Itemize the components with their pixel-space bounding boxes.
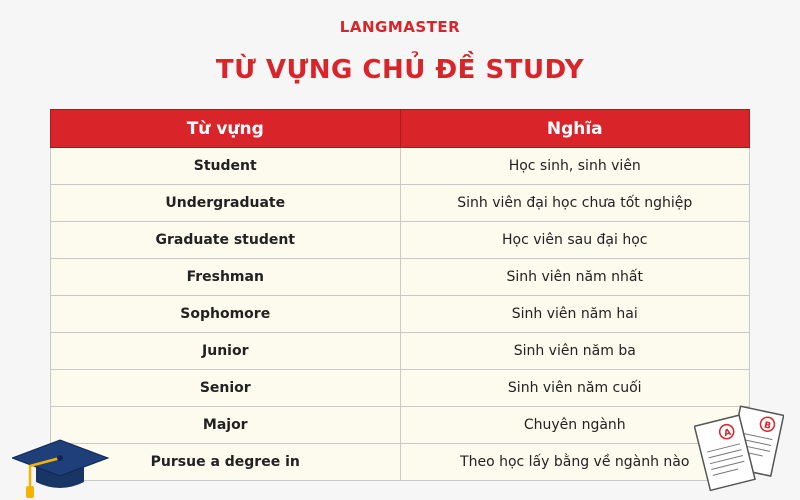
vocabulary-table xyxy=(50,109,750,481)
table-row xyxy=(51,444,750,481)
term-cell: Freshman xyxy=(51,259,401,296)
term-cell: Student xyxy=(51,148,401,185)
term-cell: Undergraduate xyxy=(51,185,401,222)
meaning-cell: Sinh viên năm ba xyxy=(400,333,750,370)
table-header-row xyxy=(51,110,750,148)
column-header-meaning: Nghĩa xyxy=(400,110,750,148)
term-cell: Major xyxy=(51,407,401,444)
meaning-cell: Theo học lấy bằng về ngành nào xyxy=(400,444,750,481)
meaning-cell: Sinh viên năm hai xyxy=(400,296,750,333)
meaning-cell: Học sinh, sinh viên xyxy=(400,148,750,185)
term-cell: Pursue a degree in xyxy=(51,444,401,481)
page-title: TỪ VỰNG CHỦ ĐỀ STUDY xyxy=(215,55,585,85)
grade-a-mark: A xyxy=(723,427,733,440)
term-cell: Junior xyxy=(51,333,401,370)
table-row xyxy=(51,333,750,370)
term-cell: Senior xyxy=(51,370,401,407)
table-row xyxy=(51,407,750,444)
graduation-cap-icon xyxy=(12,436,112,500)
meaning-cell: Sinh viên đại học chưa tốt nghiệp xyxy=(400,185,750,222)
table-row xyxy=(51,259,750,296)
table-row xyxy=(51,185,750,222)
table-row xyxy=(51,296,750,333)
graded-test-papers-icon xyxy=(694,404,784,496)
table-row xyxy=(51,148,750,185)
table-row xyxy=(51,370,750,407)
meaning-cell: Sinh viên năm cuối xyxy=(400,370,750,407)
brand-logo: LANGMASTER xyxy=(339,18,461,36)
column-header-term: Từ vựng xyxy=(51,110,401,148)
meaning-cell: Chuyên ngành xyxy=(400,407,750,444)
meaning-cell: Học viên sau đại học xyxy=(400,222,750,259)
term-cell: Graduate student xyxy=(51,222,401,259)
meaning-cell: Sinh viên năm nhất xyxy=(400,259,750,296)
grade-b-mark: B xyxy=(763,420,772,432)
term-cell: Sophomore xyxy=(51,296,401,333)
table-row xyxy=(51,222,750,259)
